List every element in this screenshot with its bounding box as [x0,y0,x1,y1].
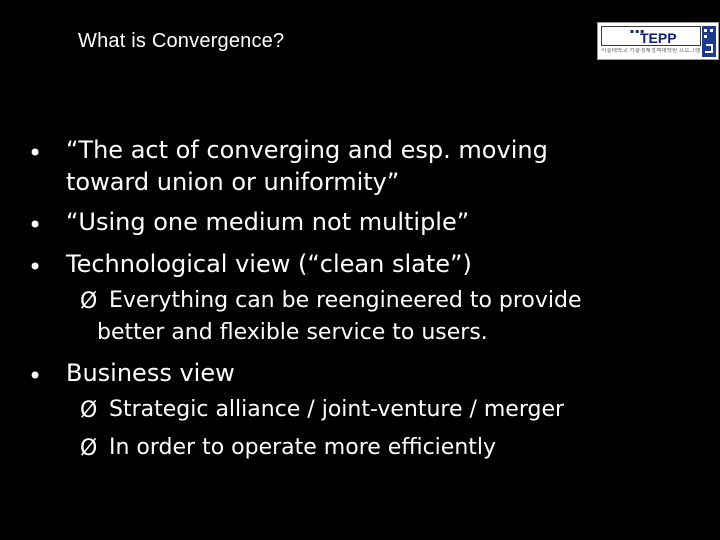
slide-title: What is Convergence? [78,30,285,52]
bullet-marker: • [28,211,43,239]
logo-subtitle: 서울대학교 기술경제정책대학원 프로그램 [601,48,701,54]
bullet-marker: • [28,139,43,167]
bullet-marker: • [28,362,43,390]
logo-dots-icon: ▪▪▪ [630,28,646,35]
bullet-marker: • [28,253,43,281]
bullet-3-line-1: Technological view (“clean slate”) [66,250,472,278]
bullet-1-line-1: “The act of converging and esp. moving [66,136,548,164]
sub-bullet-4-1-line-1: Strategic alliance / joint-venture / merger [109,397,565,422]
sub-bullet-3-1-line-2: better and flexible service to users. [97,320,488,345]
logo-brand-text: TEPP [640,30,677,46]
bullet-4-line-1: Business view [66,359,235,387]
sub-bullet-4-2-line-1: In order to operate more efficiently [109,435,497,460]
arrow-bullet-icon: Ø [80,398,98,423]
sub-bullet-3-1-line-1: Everything can be reengineered to provide [109,288,582,313]
arrow-bullet-icon: Ø [80,289,98,314]
bullet-2-line-1: “Using one medium not multiple” [66,208,470,236]
bullet-1-line-2: toward union or uniformity” [66,168,400,196]
arrow-bullet-icon: Ø [80,436,98,461]
